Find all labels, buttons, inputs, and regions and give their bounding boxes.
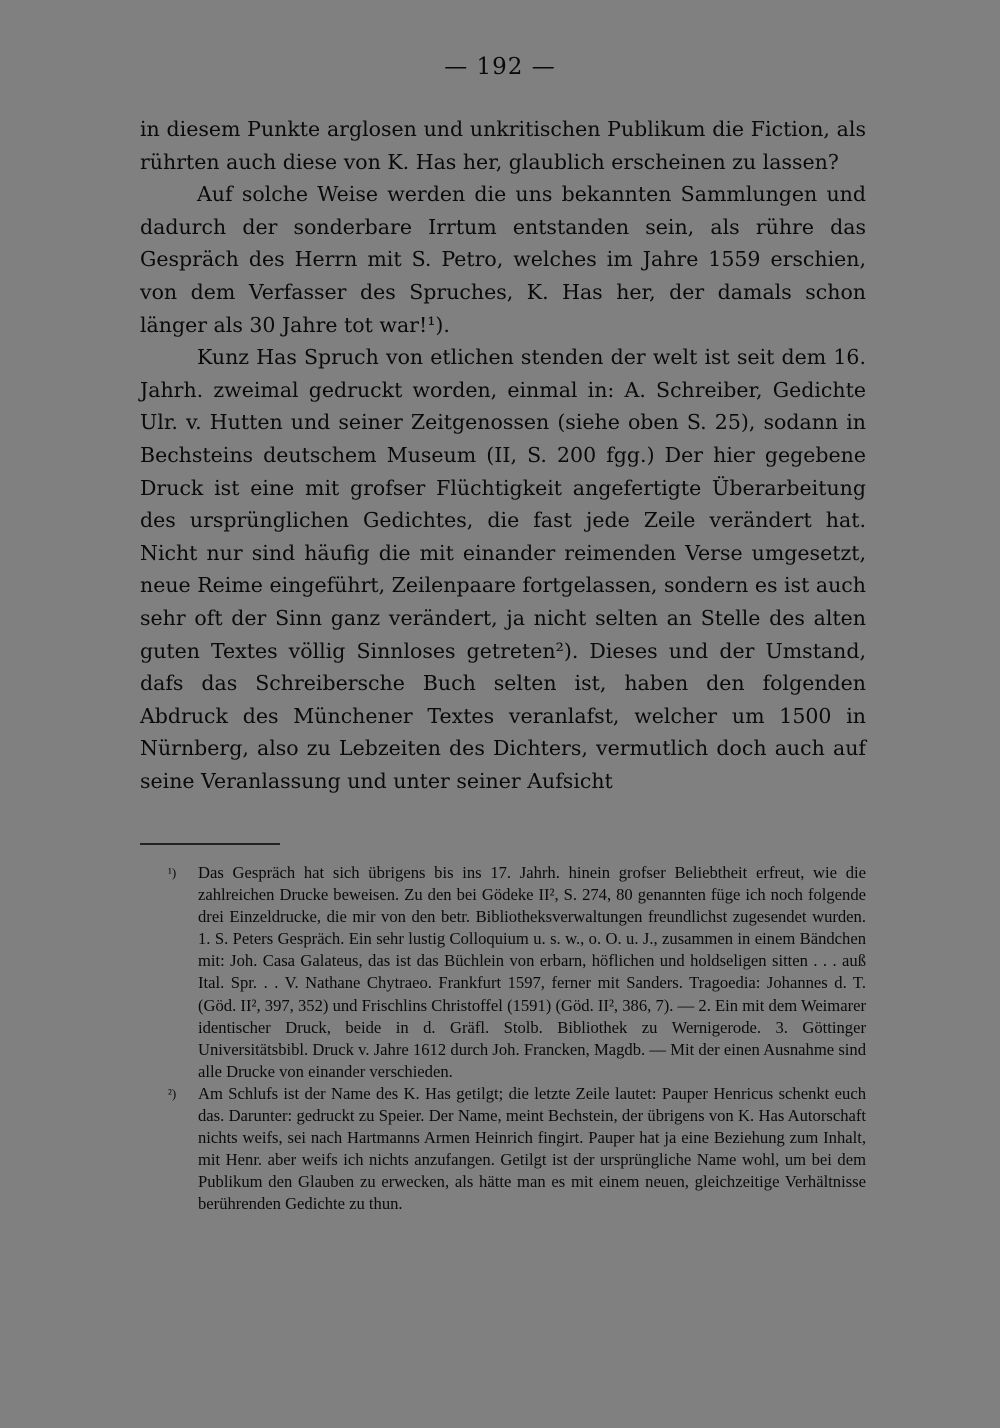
footnote-text: Das Gespräch hat sich übrigens bis ins 17. Jahrh. hinein grofser Beliebtheit erfreut, wie die zahlreichen Drucke beweisen. Zu den bei Gödeke II², S. 274, 80 genannten füge ich noch folgende drei Einzeldrucke, die mir von den betr. Bibliotheksverwaltungen freundlichst zugesendet wurden. 1. S. Peters Gespräch. Ein sehr lustig Colloquium u. s. w., o. O. u. J., zusammen in einem Bändchen mit: Joh. Casa Galateus, das ist das Büchlein von erbarn, höflichen und holdseligen sitten . . . auß Ital. Spr. . . V. Nathane Chytraeo. Frankfurt 1597, ferner mit Sanders. Tragoedia: Johannes d. T. (Göd. II², 397, 352) und Frischlins Christoffel (1591) (Göd. II², 386, 7). — 2. Ein mit dem Weimarer identischer Druck, beide in d. Gräfl. Stolb. Bibliothek zu Wernigerode. 3. Göttinger Universitätsbibl. Druck v. Jahre 1612 durch Joh. Francken, Magdb. — Mit der einen Ausnahme sind alle Drucke von einander verschieden.: [198, 863, 866, 1081]
footnote-separator: [140, 843, 280, 845]
footnote: [142, 862, 866, 1083]
footnote-text: Am Schlufs ist der Name des K. Has getilgt; die letzte Zeile lautet: Pauper Henricus schenkt euch das. Darunter: gedruckt zu Speier. Der Name, meint Bechstein, der übrigens von K. Has Autorschaft nichts weifs, sei nach Hartmanns Armen Heinrich fingirt. Pauper hat ja eine Beziehung zum Inhalt, mit Henr. aber weifs ich nichts anzufangen. Getilgt ist der ursprüngliche Name wohl, um bei dem Publikum den Glauben zu erwecken, als hätte man es mit einem neuen, gleichzeitige Verhältnisse berührenden Gedichte zu thun.: [198, 1083, 866, 1214]
main-text: [140, 113, 866, 797]
paragraph: Auf solche Weise werden die uns bekannten Sammlungen und dadurch der sonderbare Irrtum entstanden sein, als rühre das Gespräch des Herrn mit S. Petro, welches im Jahre 1559 erschien, von dem Verfasser des Spruches, K. Has her, der damals schon länger als 30 Jahre tot war!¹).: [140, 182, 866, 337]
paragraph: Kunz Has Spruch von etlichen stenden der welt ist seit dem 16. Jahrh. zweimal gedruckt worden, einmal in: A. Schreiber, Gedichte Ulr. v. Hutten und seiner Zeitgenossen (siehe oben S. 25), sodann in Bechsteins deutschem Museum (II, S. 200 fgg.) Der hier gegebene Druck ist eine mit grofser Flüchtigkeit angefertigte Überarbeitung des ursprünglichen Gedichtes, die fast jede Zeile verändert hat. Nicht nur sind häufig die mit einander reimenden Verse umgesetzt, neue Reime eingeführt, Zeilenpaare fortgelassen, sondern es ist auch sehr oft der Sinn ganz verändert, ja nicht selten an Stelle des alten guten Textes völlig Sinnloses getreten²). Dieses und der Umstand, dafs das Schreibersche Buch selten ist, haben den folgenden Abdruck des Münchener Textes veranlafst, welcher um 1500 in Nürnberg, also zu Lebzeiten des Dichters, vermutlich doch auch auf seine Veranlassung und unter seiner Aufsicht: [140, 345, 866, 793]
footnotes: [142, 862, 866, 1216]
footnote-marker: ¹): [168, 865, 177, 880]
page-number: — 192 —: [444, 54, 556, 80]
paragraph: in diesem Punkte arglosen und unkritischen Publikum die Fiction, als rührten auch diese von K. Has her, glaublich erscheinen zu lassen?: [140, 117, 866, 174]
footnote-marker: ²): [168, 1085, 177, 1101]
footnote: [142, 1083, 866, 1216]
